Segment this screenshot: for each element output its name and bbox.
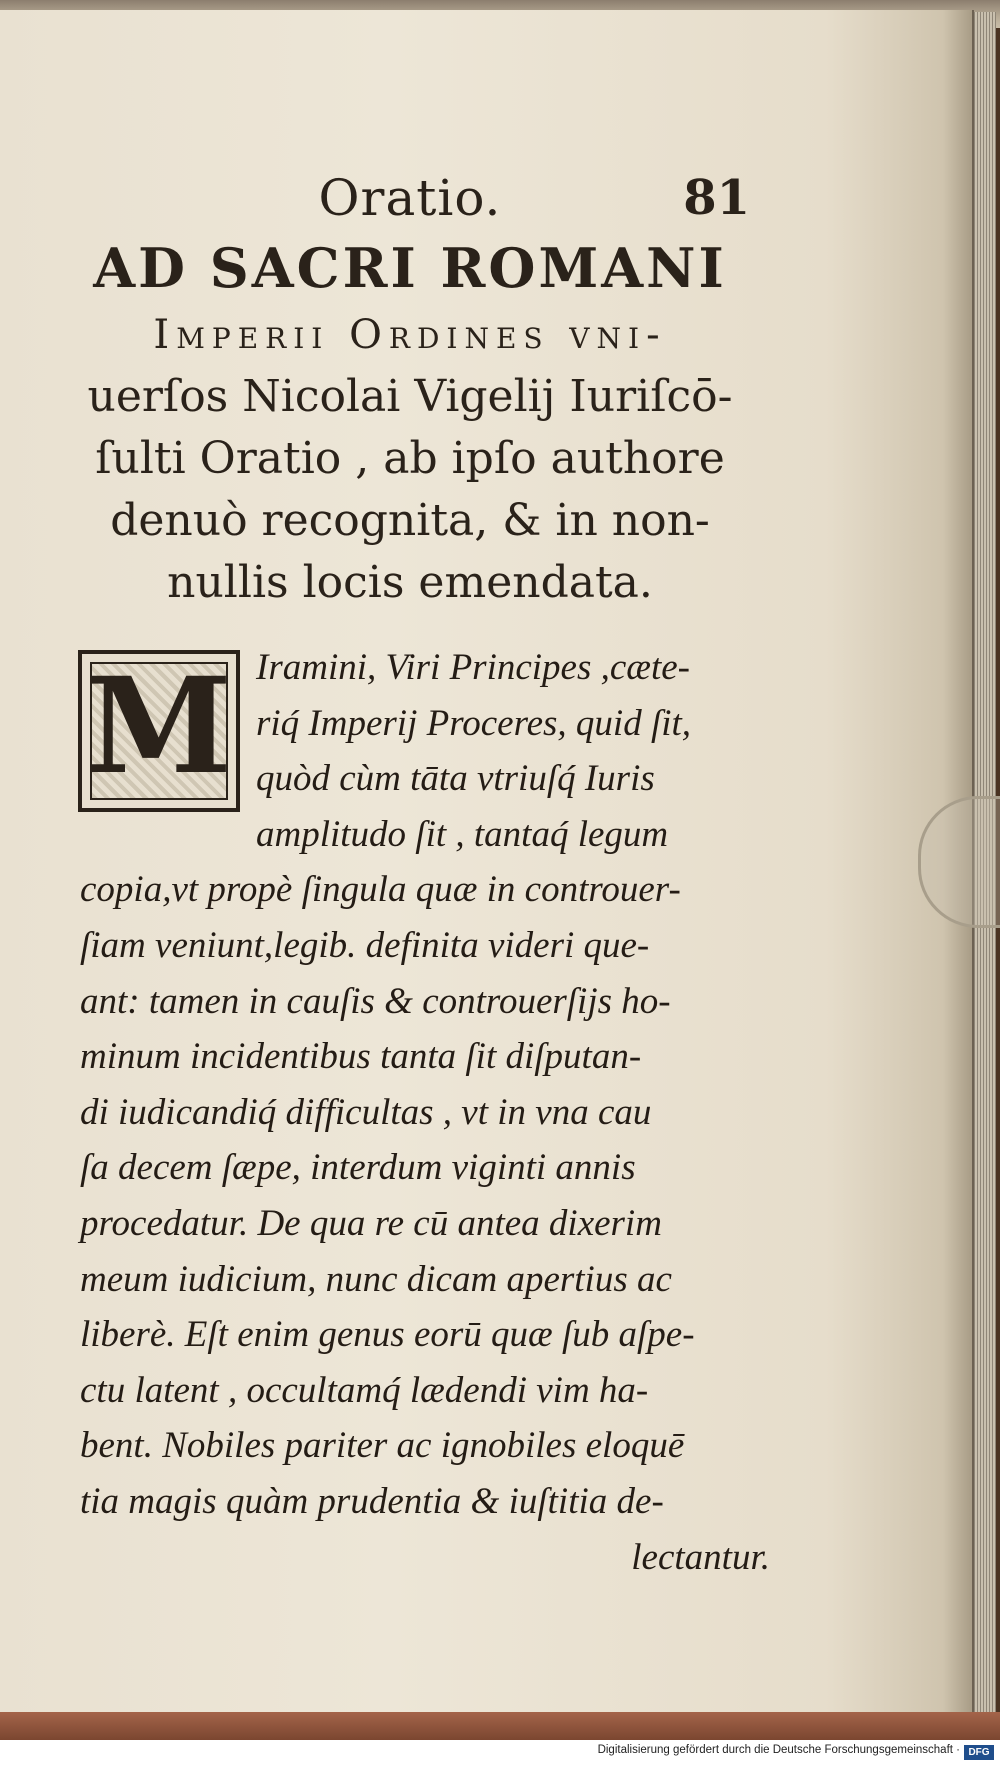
body-line: meum iudicium, nunc dicam apertius ac — [80, 1258, 672, 1300]
footer-credit: Digitalisierung gefördert durch die Deutsche Forschungsgemeinschaft · — [597, 1744, 960, 1756]
oration-title — [70, 232, 750, 614]
body-line: copia,vt propè ſingula quæ in controuer- — [80, 869, 681, 911]
running-title: Oratio. — [318, 169, 502, 227]
book-page — [0, 10, 974, 1722]
dfg-logo: DFG — [964, 1745, 994, 1760]
body-line: amplitudo ſit , tantaq́ legum — [256, 813, 669, 855]
body-text — [80, 640, 770, 1585]
title-line: AD SACRI ROMANI — [93, 236, 727, 300]
body-line: ant: tamen in cauſis & controuerſijs ho- — [80, 980, 671, 1022]
body-line: liberè. Eſt enim genus eorū quæ ſub aſpe- — [80, 1314, 695, 1356]
initial-letter: M — [85, 649, 233, 804]
body-line: procedatur. De qua re cū antea dixerim — [80, 1202, 662, 1244]
title-line: ſulti Oratio , ab ipſo authore — [95, 433, 725, 484]
body-line: ſiam veniunt,legib. definita videri que- — [80, 924, 650, 966]
body-line: ſa decem ſæpe, interdum viginti annis — [80, 1147, 636, 1189]
title-line: denuò recognita, & in non- — [110, 495, 710, 546]
body-line: ctu latent , occultamq́ lædendi vim ha- — [80, 1369, 649, 1411]
title-line: uerſos Nicolai Vigelij Iuriſcō- — [87, 371, 733, 422]
title-line: Imperii Ordines vni- — [153, 312, 667, 358]
page-number: 81 — [683, 170, 750, 226]
running-header — [70, 168, 750, 228]
body-line: quòd cùm tāta vtriuſq́ Iuris — [256, 758, 655, 800]
body-line: bent. Nobiles pariter ac ignobiles eloquē — [80, 1425, 685, 1467]
body-line: minum incidentibus tanta ſit diſputan- — [80, 1036, 642, 1078]
body-line: di iudicandiq́ difficultas , vt in vna cau — [80, 1091, 652, 1133]
body-line: tia magis quàm prudentia & iuſtitia de- — [80, 1480, 664, 1522]
title-line: nullis locis emendata. — [167, 557, 653, 608]
body-line-catchword: lectantur. — [631, 1536, 770, 1578]
body-line: Iramini, Viri Principes ,cæte- — [256, 647, 690, 688]
body-line: riq́ Imperij Proceres, quid ſit, — [256, 702, 692, 744]
footer-bar — [0, 1740, 1000, 1765]
book-bottom-edge — [0, 1712, 1000, 1740]
